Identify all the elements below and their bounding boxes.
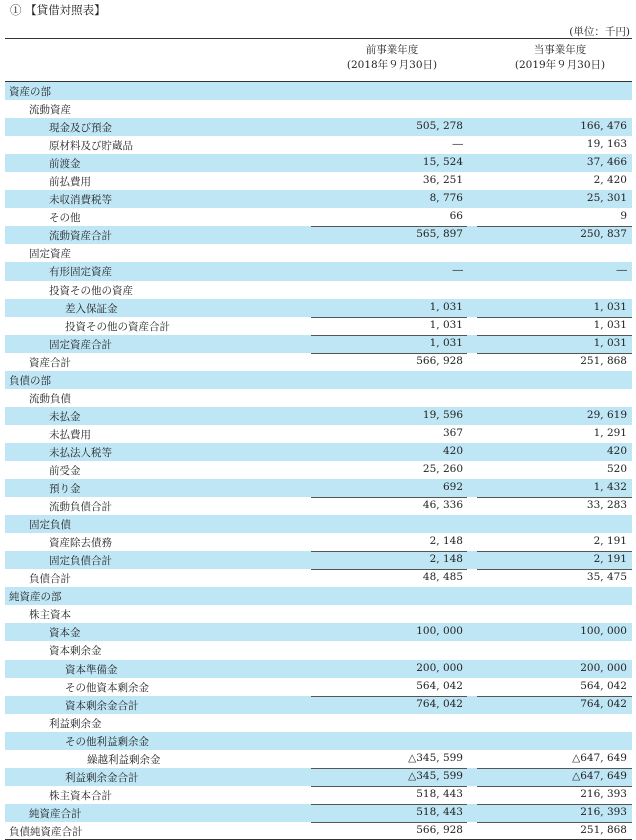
table-row xyxy=(5,244,632,262)
header-curr-year xyxy=(485,43,635,73)
curr-year-value: 1, 291 xyxy=(593,426,627,439)
row-label: 流動資産合計 xyxy=(49,230,112,243)
prev-year-value: 25, 260 xyxy=(422,462,463,475)
table-row xyxy=(5,317,632,335)
curr-year-value: 33, 283 xyxy=(586,499,627,512)
curr-year-value: 1, 031 xyxy=(593,318,627,331)
table-row xyxy=(5,226,632,244)
prev-year-value: 66 xyxy=(449,210,463,223)
sum-rule xyxy=(311,551,467,552)
table-row xyxy=(5,551,632,569)
table-row xyxy=(5,479,632,497)
prev-year-value: 505, 278 xyxy=(416,120,463,133)
table-row xyxy=(5,353,632,371)
table-row xyxy=(5,407,632,425)
prev-year-value: 692 xyxy=(442,481,463,494)
table-row xyxy=(5,786,632,804)
row-label: 未払金 xyxy=(49,410,81,423)
curr-year-value: 2, 420 xyxy=(593,174,627,187)
curr-year-value: 251, 868 xyxy=(580,354,627,367)
prev-year-value: 200, 000 xyxy=(416,661,463,674)
table-row xyxy=(5,768,632,786)
curr-year-value: 1, 432 xyxy=(593,481,627,494)
table-row xyxy=(5,732,632,750)
table-row xyxy=(5,678,632,696)
sum-rule xyxy=(311,786,467,787)
curr-year-value: 29, 619 xyxy=(586,408,627,421)
sum-rule xyxy=(477,335,632,336)
curr-year-value: 216, 393 xyxy=(580,787,627,800)
row-label: 前受金 xyxy=(49,464,81,477)
header-prev-date: (2018年９月30日) xyxy=(346,59,438,71)
sum-rule xyxy=(477,226,632,227)
table-row xyxy=(5,136,632,154)
prev-year-value: 2, 148 xyxy=(429,553,463,566)
sum-rule xyxy=(477,786,632,787)
row-label: 固定負債 xyxy=(29,519,71,532)
table-row xyxy=(5,641,632,659)
row-label: 未払費用 xyxy=(49,428,91,441)
prev-year-value: 518, 443 xyxy=(416,805,463,818)
prev-year-value: 48, 485 xyxy=(422,571,463,584)
table-row xyxy=(5,208,632,226)
sum-rule xyxy=(311,353,467,354)
prev-year-value: 518, 443 xyxy=(416,787,463,800)
prev-year-value: 2, 148 xyxy=(429,535,463,548)
table-row xyxy=(5,100,632,118)
prev-year-value: △345, 599 xyxy=(408,769,463,782)
sum-rule xyxy=(477,822,632,823)
table-row xyxy=(5,443,632,461)
row-label: 預り金 xyxy=(49,483,81,496)
curr-year-value: 35, 475 xyxy=(586,571,627,584)
table-row xyxy=(5,515,632,533)
row-label: 固定資産 xyxy=(29,248,71,261)
table-row xyxy=(5,696,632,714)
curr-year-value: 520 xyxy=(606,462,627,475)
prev-year-value: 46, 336 xyxy=(422,499,463,512)
prev-year-value: 564, 042 xyxy=(416,679,463,692)
sum-rule xyxy=(311,804,467,805)
prev-year-value: 420 xyxy=(442,444,463,457)
curr-year-value: 251, 868 xyxy=(580,823,627,836)
row-label: 純資産合計 xyxy=(29,807,82,820)
table-row xyxy=(5,750,632,768)
row-label: 純資産の部 xyxy=(9,591,62,604)
sum-rule xyxy=(311,696,467,697)
row-label: 前渡金 xyxy=(49,158,81,171)
row-label: 原材料及び貯蔵品 xyxy=(49,140,133,153)
table-row xyxy=(5,335,632,353)
curr-year-value: 764, 042 xyxy=(580,697,627,710)
sum-rule xyxy=(477,569,632,570)
table-row xyxy=(5,262,632,280)
row-label: 資本剰余金合計 xyxy=(65,699,139,712)
row-label: 投資その他の資産合計 xyxy=(65,320,170,333)
table-header xyxy=(5,38,632,82)
curr-year-value: 166, 476 xyxy=(580,120,627,133)
prev-year-value: 566, 928 xyxy=(416,354,463,367)
row-label: 投資その他の資産 xyxy=(49,284,133,297)
prev-year-value: 19, 596 xyxy=(422,408,463,421)
row-label: 利益剰余金合計 xyxy=(65,771,139,784)
prev-year-value: 100, 000 xyxy=(416,625,463,638)
sum-rule xyxy=(311,317,467,318)
sum-rule xyxy=(311,768,467,769)
row-label: 未払法人税等 xyxy=(49,446,112,459)
curr-year-value: 420 xyxy=(606,444,627,457)
table-row xyxy=(5,804,632,822)
table-row xyxy=(5,172,632,190)
row-label: 差入保証金 xyxy=(65,302,118,315)
prev-year-value: 15, 524 xyxy=(422,156,463,169)
prev-year-value: ― xyxy=(452,264,463,277)
row-label: 資産の部 xyxy=(9,86,51,98)
table-row xyxy=(5,714,632,732)
table-row xyxy=(5,660,632,678)
prev-year-value: 8, 776 xyxy=(429,192,463,205)
prev-year-value: 1, 031 xyxy=(429,318,463,331)
table-row xyxy=(5,154,632,172)
table-row xyxy=(5,371,632,389)
header-prev-label: 前事業年度 xyxy=(365,44,419,56)
table-row xyxy=(5,569,632,587)
row-label: 資本準備金 xyxy=(65,663,118,676)
row-label: 未収消費税等 xyxy=(49,194,112,207)
row-label: 負債合計 xyxy=(29,573,71,586)
prev-year-value: △345, 599 xyxy=(408,751,463,764)
table-row xyxy=(5,190,632,208)
curr-year-value: ― xyxy=(616,264,627,277)
table-row xyxy=(5,118,632,136)
sum-rule xyxy=(477,497,632,498)
curr-year-value: 1, 031 xyxy=(593,336,627,349)
table-row xyxy=(5,605,632,623)
curr-year-value: 200, 000 xyxy=(580,661,627,674)
balance-sheet-table xyxy=(5,82,632,840)
curr-year-value: △647, 649 xyxy=(572,751,627,764)
prev-year-value: 566, 928 xyxy=(416,823,463,836)
header-curr-date: (2019年９月30日) xyxy=(514,59,606,71)
table-row xyxy=(5,82,632,100)
prev-year-value: 764, 042 xyxy=(416,697,463,710)
table-row xyxy=(5,299,632,317)
curr-year-value: △647, 649 xyxy=(572,769,627,782)
sum-rule xyxy=(477,696,632,697)
table-row xyxy=(5,281,632,299)
row-label: その他 xyxy=(49,212,81,225)
row-label: その他利益剰余金 xyxy=(65,735,149,748)
curr-year-value: 250, 837 xyxy=(580,228,627,241)
prev-year-value: 36, 251 xyxy=(422,174,463,187)
unit-label: (単位：千円) xyxy=(569,26,630,38)
sum-rule xyxy=(311,569,467,570)
sum-rule xyxy=(477,804,632,805)
prev-year-value: 565, 897 xyxy=(416,228,463,241)
prev-year-value: 367 xyxy=(442,426,463,439)
section-title: ① 【貸借対照表】 xyxy=(10,3,106,17)
table-row xyxy=(5,497,632,515)
curr-year-value: 19, 163 xyxy=(586,138,627,151)
table-row xyxy=(5,533,632,551)
sum-rule xyxy=(311,497,467,498)
sum-rule xyxy=(311,335,467,336)
row-label: 株主資本 xyxy=(29,609,71,622)
curr-year-value: 216, 393 xyxy=(580,805,627,818)
curr-year-value: 25, 301 xyxy=(586,192,627,205)
sum-rule xyxy=(311,822,467,823)
curr-year-value: 1, 031 xyxy=(593,300,627,313)
row-label: 固定資産合計 xyxy=(49,338,112,351)
row-label: 固定負債合計 xyxy=(49,555,112,568)
table-row xyxy=(5,425,632,443)
prev-year-value: 1, 031 xyxy=(429,336,463,349)
row-label: 資産合計 xyxy=(29,356,71,369)
curr-year-value: 2, 191 xyxy=(593,553,627,566)
curr-year-value: 564, 042 xyxy=(580,679,627,692)
row-label: 資本金 xyxy=(49,627,81,640)
row-label: 資産除去債務 xyxy=(49,537,112,550)
row-label: 負債の部 xyxy=(9,374,51,387)
row-label: 有形固定資産 xyxy=(49,266,112,279)
table-row xyxy=(5,587,632,605)
row-label: 株主資本合計 xyxy=(49,789,112,802)
table-row xyxy=(5,623,632,641)
header-prev-year xyxy=(317,43,467,73)
curr-year-value: 9 xyxy=(620,210,627,223)
row-label: 流動資産 xyxy=(29,104,71,117)
row-label: 流動負債合計 xyxy=(49,501,112,514)
row-label: その他資本剰余金 xyxy=(65,681,149,694)
sum-rule xyxy=(477,551,632,552)
table-row xyxy=(5,822,632,840)
table-row xyxy=(5,461,632,479)
row-label: 前払費用 xyxy=(49,176,91,189)
row-label: 現金及び預金 xyxy=(49,122,112,135)
curr-year-value: 2, 191 xyxy=(593,535,627,548)
header-curr-label: 当事業年度 xyxy=(533,44,587,56)
table-row xyxy=(5,389,632,407)
sum-rule xyxy=(311,226,467,227)
sum-rule xyxy=(477,768,632,769)
sum-rule xyxy=(477,317,632,318)
row-label: 利益剰余金 xyxy=(49,717,102,730)
row-label: 負債純資産合計 xyxy=(9,825,83,838)
prev-year-value: 1, 031 xyxy=(429,300,463,313)
row-label: 繰越利益剰余金 xyxy=(87,753,161,766)
row-label: 流動負債 xyxy=(29,392,71,405)
curr-year-value: 37, 466 xyxy=(586,156,627,169)
prev-year-value: ― xyxy=(452,138,463,151)
sum-rule xyxy=(477,353,632,354)
curr-year-value: 100, 000 xyxy=(580,625,627,638)
row-label: 資本剰余金 xyxy=(49,645,102,658)
